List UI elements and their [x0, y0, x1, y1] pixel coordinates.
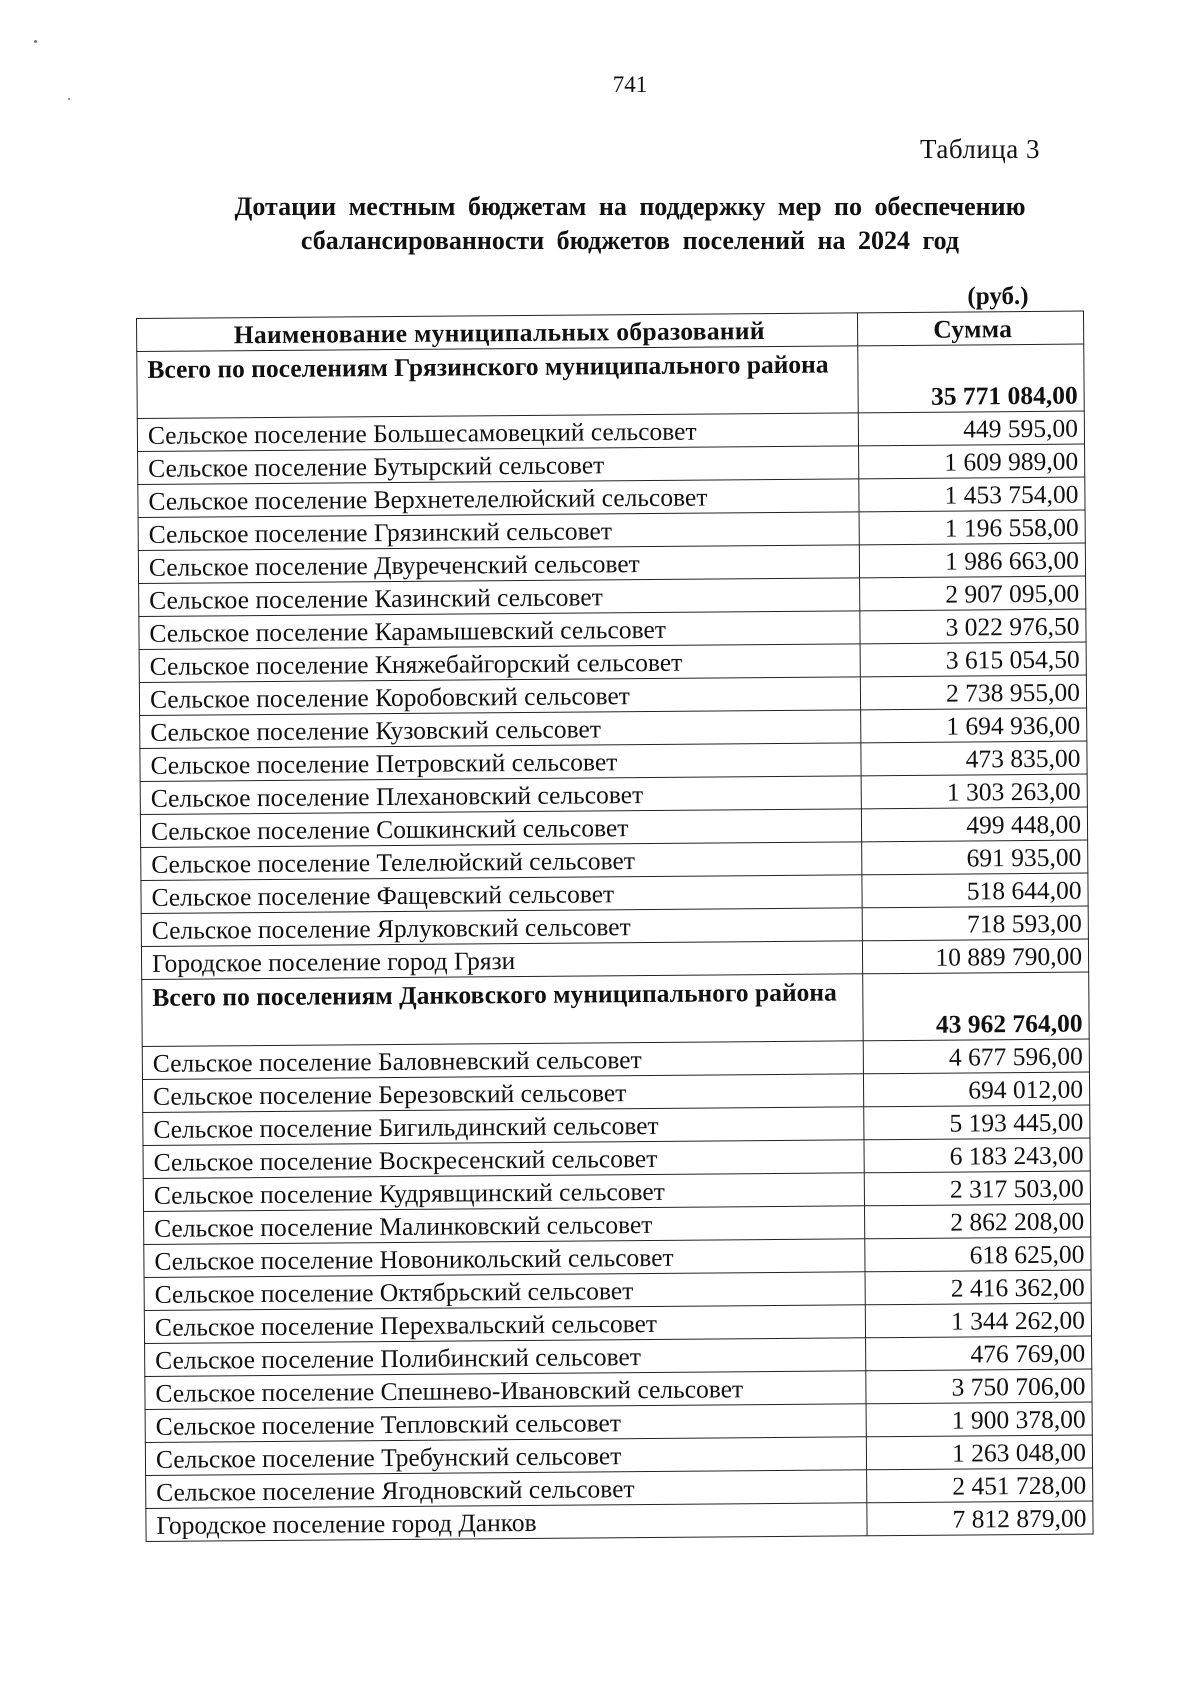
- district-total-label: Всего по поселениям Данковского муниципального района: [142, 974, 864, 1047]
- district-total-row: [142, 972, 1089, 1046]
- settlement-name: Сельское поселение Кузовский сельсовет: [140, 710, 862, 749]
- settlement-name: Сельское поселение Березовский сельсовет: [142, 1074, 864, 1113]
- settlement-sum: 4 677 596,00: [864, 1039, 1090, 1074]
- settlement-sum: 3 022 976,50: [860, 609, 1086, 644]
- settlement-name: Сельское поселение Петровский сельсовет: [140, 743, 862, 782]
- settlement-sum: 2 416 362,00: [865, 1270, 1091, 1305]
- settlement-name: Сельское поселение Малинковский сельсовет: [144, 1206, 866, 1245]
- settlement-name: Сельское поселение Тепловский сельсовет: [145, 1404, 867, 1443]
- settlement-sum: 499 448,00: [862, 807, 1088, 842]
- settlement-name: Сельское поселение Новоникольский сельсовет: [144, 1239, 866, 1278]
- settlement-name: Городское поселение город Данков: [146, 1503, 868, 1542]
- settlement-sum: 1 986 663,00: [860, 543, 1086, 578]
- settlement-name: Сельское поселение Полибинский сельсовет: [145, 1338, 867, 1377]
- settlement-sum: 1 196 558,00: [859, 510, 1085, 545]
- settlement-name: Сельское поселение Перехвальский сельсовет: [144, 1305, 866, 1344]
- settlement-name: Сельское поселение Бигильдинский сельсовет: [143, 1107, 865, 1146]
- settlement-name: Сельское поселение Телелюйский сельсовет: [141, 842, 863, 881]
- settlement-sum: 476 769,00: [866, 1336, 1092, 1371]
- table-row: [146, 1501, 1093, 1541]
- district-total-sum: 43 962 764,00: [863, 972, 1089, 1041]
- settlement-name: Сельское поселение Большесамовецкий сельсовет: [137, 413, 859, 452]
- settlement-name: Сельское поселение Октябрьский сельсовет: [144, 1272, 866, 1311]
- settlement-name: Сельское поселение Двуреченский сельсовет: [138, 545, 860, 584]
- settlement-name: Сельское поселение Грязинский сельсовет: [138, 512, 860, 551]
- settlement-sum: 1 263 048,00: [867, 1435, 1093, 1470]
- settlement-sum: 518 644,00: [862, 873, 1088, 908]
- settlement-name: Сельское поселение Ярлуковский сельсовет: [141, 908, 863, 947]
- settlement-sum: 7 812 879,00: [867, 1501, 1093, 1536]
- settlement-sum: 473 835,00: [861, 741, 1087, 776]
- settlement-sum: 3 615 054,50: [860, 642, 1086, 677]
- settlement-sum: 2 451 728,00: [867, 1468, 1093, 1503]
- settlement-sum: 1 344 262,00: [866, 1303, 1092, 1338]
- units-label: (руб.): [967, 283, 1029, 310]
- settlement-name: Сельское поселение Ягодновский сельсовет: [146, 1470, 868, 1509]
- settlement-sum: 1 453 754,00: [859, 477, 1085, 512]
- settlement-sum: 10 889 790,00: [863, 939, 1089, 974]
- settlement-name: Сельское поселение Бутырский сельсовет: [138, 446, 860, 485]
- settlement-sum: 1 694 936,00: [861, 708, 1087, 743]
- settlement-sum: 1 609 989,00: [859, 444, 1085, 479]
- settlement-name: Сельское поселение Баловневский сельсовет: [142, 1041, 864, 1080]
- settlement-name: Сельское поселение Сошкинский сельсовет: [140, 809, 862, 848]
- settlement-name: Сельское поселение Карамышевский сельсовет: [139, 611, 861, 650]
- settlement-sum: 3 750 706,00: [866, 1369, 1092, 1404]
- settlement-name: Сельское поселение Спешнево-Ивановский сельсовет: [145, 1371, 867, 1410]
- settlement-name: Сельское поселение Плехановский сельсовет: [140, 776, 862, 815]
- settlement-name: Сельское поселение Коробовский сельсовет: [139, 677, 861, 716]
- settlement-sum: 449 595,00: [859, 411, 1085, 446]
- settlement-name: Сельское поселение Кудрявщинский сельсовет: [143, 1173, 865, 1212]
- settlement-sum: 1 900 378,00: [866, 1402, 1092, 1437]
- settlement-sum: 2 862 208,00: [865, 1204, 1091, 1239]
- scan-speck: [34, 40, 37, 43]
- district-total-sum: 35 771 084,00: [858, 344, 1084, 413]
- document-title-line-2: сбалансированности бюджетов поселений на 2024 год: [300, 226, 960, 255]
- column-header-sum: Сумма: [858, 311, 1084, 346]
- settlement-sum: 2 738 955,00: [861, 675, 1087, 710]
- settlement-sum: 5 193 445,00: [864, 1105, 1090, 1140]
- settlement-sum: 694 012,00: [864, 1072, 1090, 1107]
- district-total-label: Всего по поселениям Грязинского муниципального района: [137, 346, 859, 419]
- page-number: 741: [612, 72, 648, 97]
- settlement-sum: 2 317 503,00: [865, 1171, 1091, 1206]
- settlement-sum: 1 303 263,00: [861, 774, 1087, 809]
- settlement-name: Городское поселение город Грязи: [141, 941, 863, 980]
- settlement-name: Сельское поселение Фащевский сельсовет: [141, 875, 863, 914]
- settlement-name: Сельское поселение Казинский сельсовет: [139, 578, 861, 617]
- settlement-sum: 2 907 095,00: [860, 576, 1086, 611]
- settlement-sum: 718 593,00: [862, 906, 1088, 941]
- settlement-name: Сельское поселение Верхнетелелюйский сельсовет: [138, 479, 860, 518]
- district-total-row: [137, 344, 1084, 418]
- table-label: Таблица 3: [920, 134, 1040, 164]
- table-body: [137, 344, 1093, 1541]
- settlement-name: Сельское поселение Воскресенский сельсовет: [143, 1140, 865, 1179]
- document-title: [0, 190, 1200, 258]
- settlement-sum: 6 183 243,00: [864, 1138, 1090, 1173]
- settlement-sum: 618 625,00: [865, 1237, 1091, 1272]
- settlement-name: Сельское поселение Требунский сельсовет: [145, 1437, 867, 1476]
- settlement-sum: 691 935,00: [862, 840, 1088, 875]
- subsidy-table: [136, 311, 1094, 1542]
- document-title-line-1: Дотации местным бюджетам на поддержку мер по обеспечению: [234, 192, 1026, 221]
- column-header-name: Наименование муниципальных образований: [137, 313, 859, 352]
- scan-speck: [68, 98, 70, 100]
- settlement-name: Сельское поселение Княжебайгорский сельсовет: [139, 644, 861, 683]
